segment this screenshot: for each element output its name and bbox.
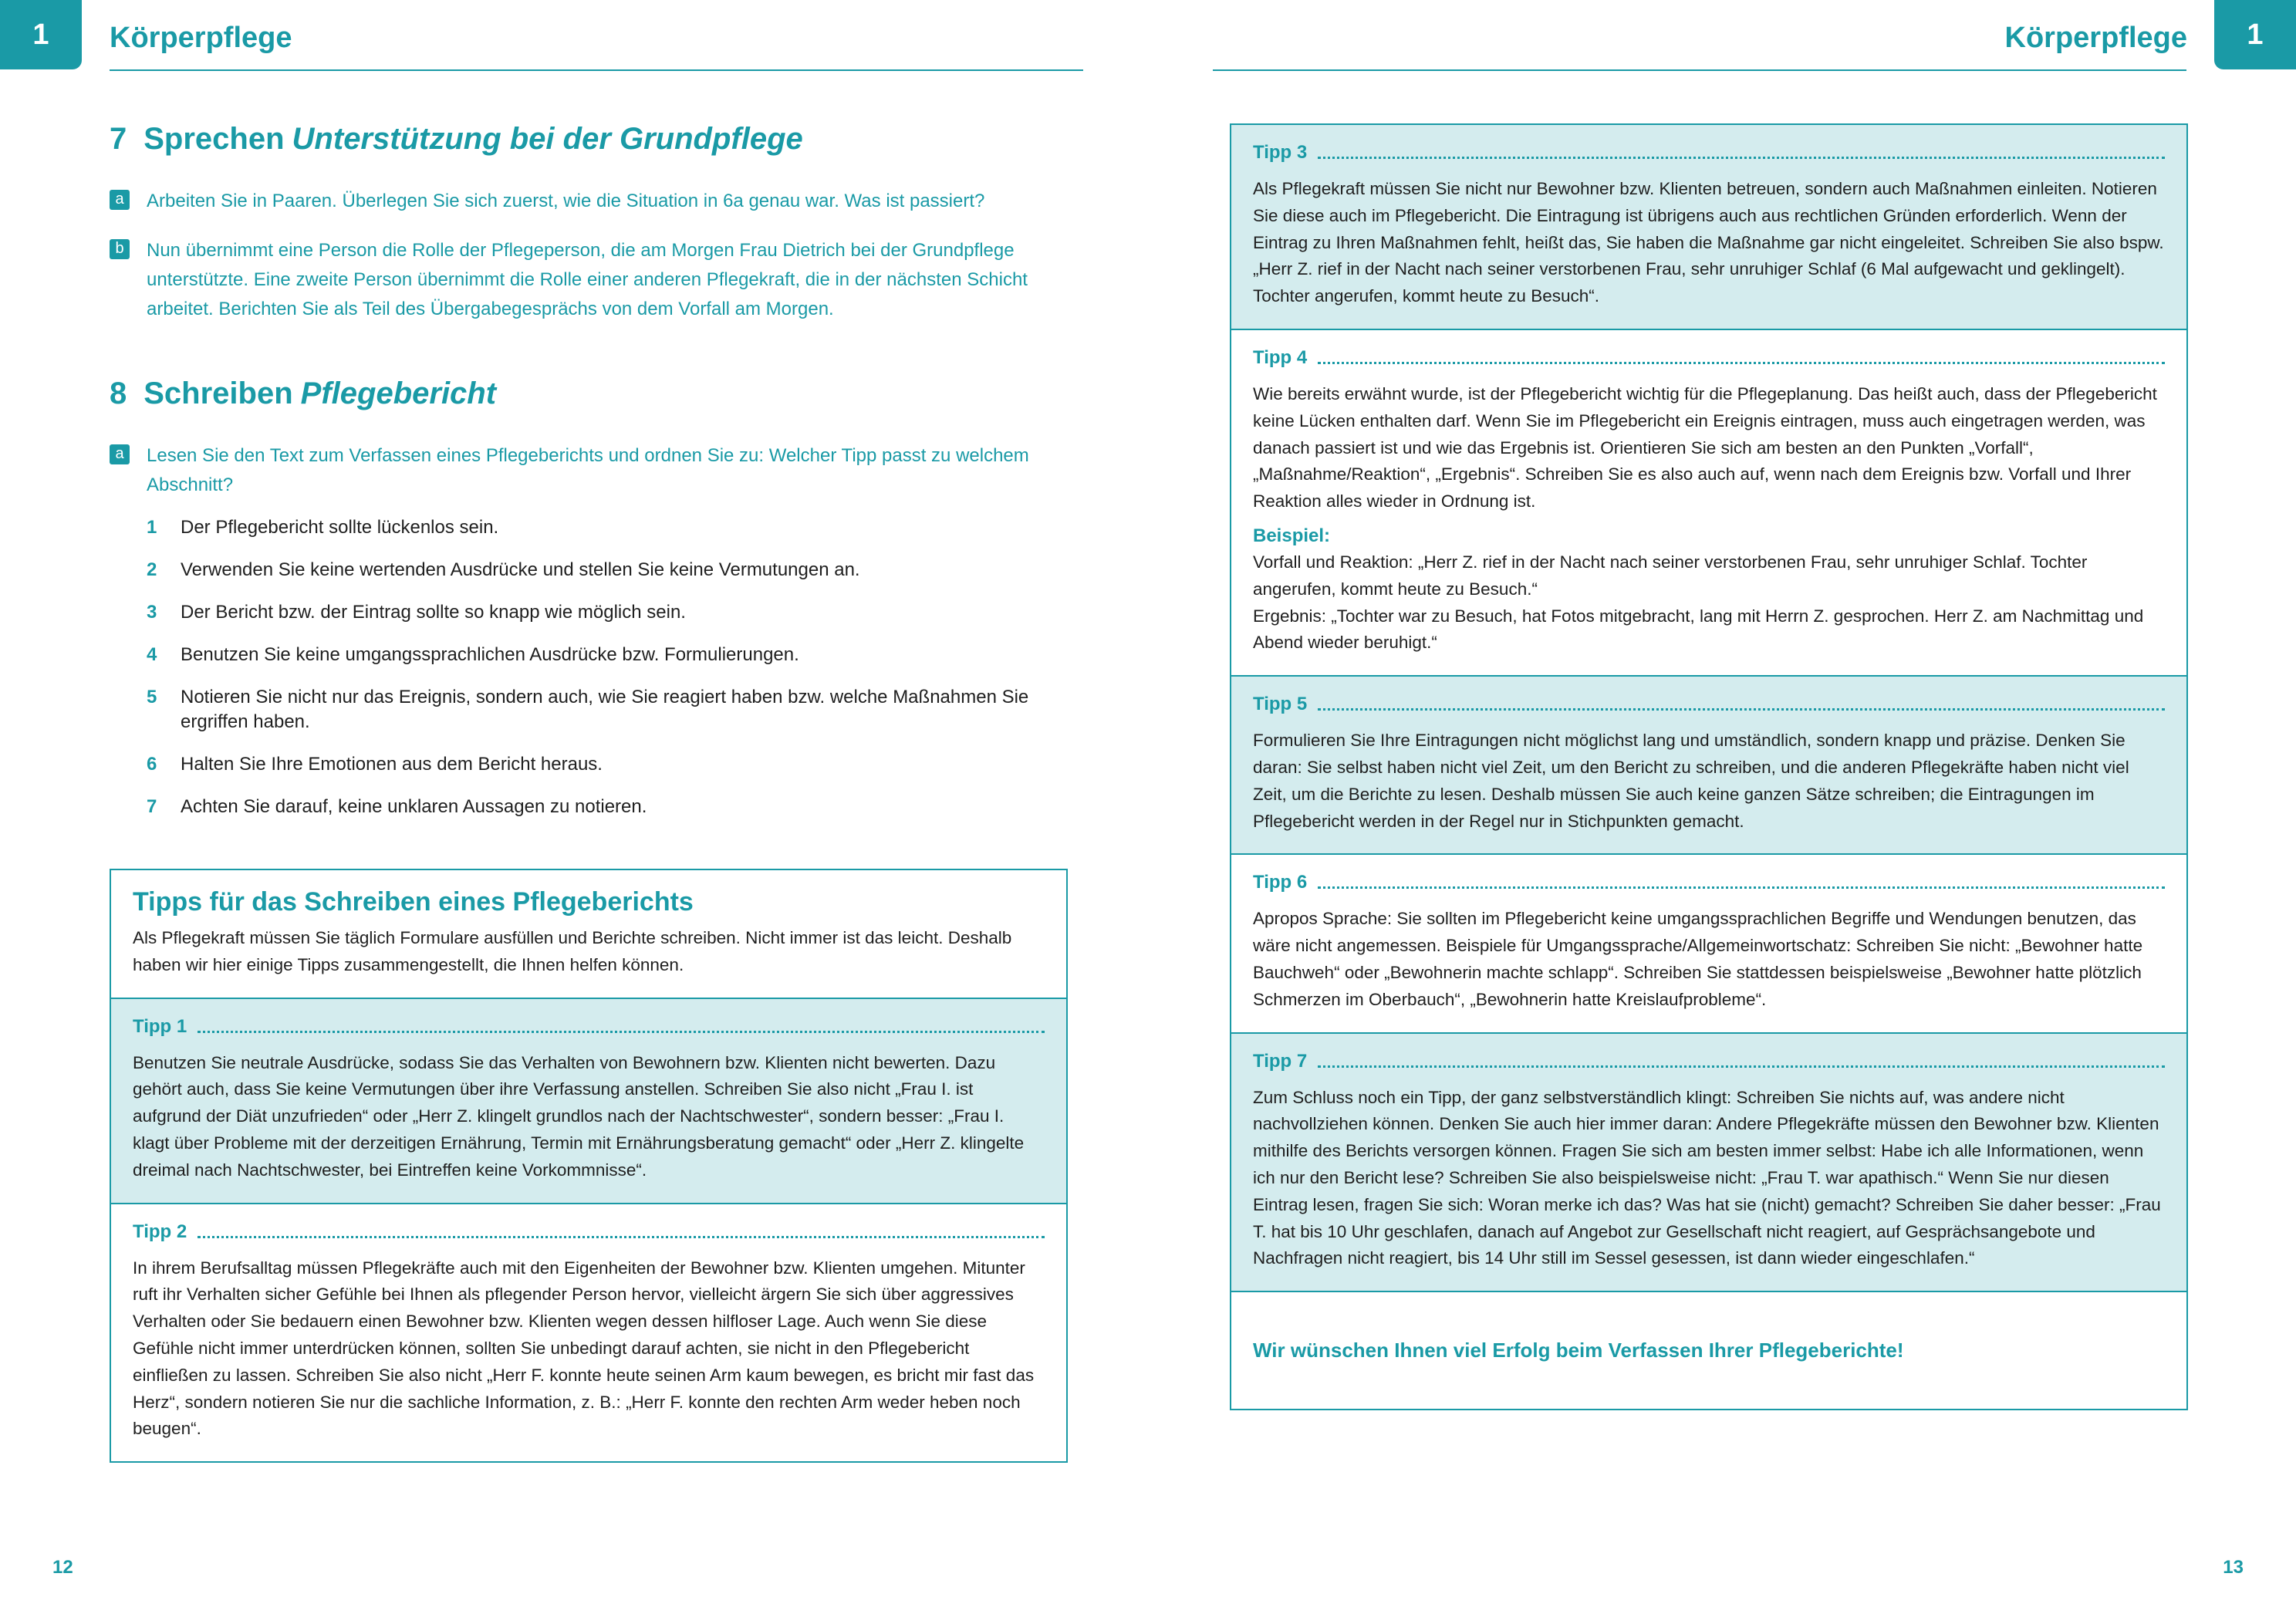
statement-item	[147, 795, 1072, 819]
task-7a	[110, 187, 1074, 216]
chapter-number: 1	[2247, 18, 2264, 51]
example-text: Vorfall und Reaktion: „Herr Z. rief in der Nacht nach seiner verstorbenen Frau, sehr unruhiger Schlaf. Tochter angerufen, kommt heute zu Besuch.“	[1253, 552, 2088, 599]
tipp-text: Als Pflegekraft müssen Sie nicht nur Bewohner bzw. Klienten betreuen, sondern auch Maßnahmen einleiten. Notieren Sie diese auch im Pflegebericht. Die Eintragung ist übrigens auch aus rechtlichen Gründen erforderlich. Wenn der Eintrag zu Ihren Maßnahmen fehlt, heißt das, Sie haben die Maßnahme gar nicht eingeleitet. Schreiben Sie also bspw. „Herr Z. rief in der Nacht nach seiner verstorbenen Frau, sehr unruhiger Schlaf (6 Mal aufgewacht und geklingelt). Tochter angerufen, kommt heute zu Besuch“.	[1253, 179, 2164, 306]
statement-item	[147, 643, 1072, 667]
statement-item	[147, 685, 1072, 734]
tipp-text: In ihrem Berufsalltag müssen Pflegekräfte auch mit den Eigenheiten der Bewohner bzw. Klienten umgehen. Mitunter ruft ihr Verhalten sicher Gefühle bei Ihnen als pflegender Person hervor, vielleicht ärgern Sie sich über aggressives Verhalten oder Sie bedauern einen Bewohner bzw. Klienten wegen dessen hilfloser Lage. Auch wenn Sie diese Gefühle nicht immer unterdrücken können, sollten Sie unbedingt darauf achten, sie nicht in den Pflegebericht einfließen zu lassen. Schreiben Sie also nicht „Herr F. konnte heute seinen Arm kaum bewegen, es bricht mir fast das Herz“, sondern notieren Sie nur die sachliche Information, z. B.: „Herr F. konnte den rechten Arm weder heben noch beugen“.	[133, 1258, 1035, 1439]
section-number: 7	[110, 122, 127, 156]
tips-intro	[111, 870, 1066, 998]
statement-text: Der Pflegebericht sollte lückenlos sein.	[181, 517, 499, 538]
tipp-label: Tipp 7	[1253, 1050, 1308, 1072]
tipp-5	[1231, 675, 2186, 853]
tipp-label: Tipp 4	[1253, 346, 1308, 368]
tipp-text: Formulieren Sie Ihre Eintragungen nicht möglichst lang und umständlich, sondern knapp und präzise. Denken Sie daran: Sie selbst haben nicht viel Zeit, um den Bericht zu schreiben, und die anderen Pflegekräfte haben nicht viel Zeit, um die Berichte zu lesen. Deshalb müssen Sie auch keine ganzen Sätze schreiben; die Eintragungen im Pflegebericht werden in der Regel nur in Stichpunkten gemacht.	[1253, 731, 2129, 831]
dotted-line	[1318, 1065, 2165, 1068]
closing-section	[1231, 1291, 2186, 1409]
statement-item	[147, 752, 1072, 777]
running-header-left: Körperpflege	[110, 22, 292, 54]
page-number-left: 12	[52, 1557, 73, 1578]
tipp-text: Zum Schluss noch ein Tipp, der ganz selbstverständlich klingt: Schreiben Sie nichts auf, was andere nicht nachvollziehen können. Denken Sie auch hier immer daran: Andere Pflegekräfte müssen den Bewohner bzw. Klienten mithilfe des Berichts versorgen können. Fragen Sie sich am besten immer selbst: Habe ich alle Informationen, wenn ich nur den Bericht lese? Schreiben Sie also beispielsweise nicht: „Frau T. war apathisch.“ Wenn Sie nur diesen Eintrag lesen, fragen Sie sich: Woran merke ich das? Was hat sie (nicht) gemacht? Schreiben Sie daher besser: „Frau T. hat bis 10 Uhr geschlafen, danach auf Angebot zur Gesellschaft nicht reagiert, auf Gesprächsangebote und Nachfragen nicht reagiert, bis 14 Uhr still im Sessel gesessen, ist dann wieder eingeschlafen.“	[1253, 1087, 2161, 1268]
chapter-tab-right	[2214, 0, 2296, 69]
example-label: Beispiel:	[1253, 525, 1331, 546]
statement-text: Verwenden Sie keine wertenden Ausdrücke und stellen Sie keine Vermutungen an.	[181, 559, 860, 580]
section-number: 8	[110, 376, 127, 410]
header-rule-left	[110, 69, 1083, 71]
statement-item	[147, 558, 1072, 582]
statement-list	[147, 515, 1072, 837]
tips-box-title: Tipps für das Schreiben eines Pflegeberichts	[133, 887, 694, 917]
task-text: Lesen Sie den Text zum Verfassen eines Pflegeberichts und ordnen Sie zu: Welcher Tipp passt zu welchem Abschnitt?	[147, 445, 1029, 495]
statement-number: 5	[147, 687, 157, 707]
statement-number: 1	[147, 517, 157, 538]
task-badge: b	[110, 239, 130, 259]
statement-text: Achten Sie darauf, keine unklaren Aussagen zu notieren.	[181, 796, 647, 817]
dotted-line	[1318, 157, 2165, 159]
statement-item	[147, 600, 1072, 625]
statement-number: 4	[147, 644, 157, 665]
section-subtitle: Unterstützung bei der Grundpflege	[292, 122, 803, 156]
tipp-text: Apropos Sprache: Sie sollten im Pflegebericht keine umgangssprachlichen Begriffe und Wendungen benutzen, das wäre nicht angemessen. Beispiele für Umgangssprache/Allgemeinwortschatz: Schreiben Sie nicht: „Bewohner hatte Bauchweh“ oder „Bewohnerin machte schlapp“. Schreiben Sie stattdessen beispielsweise „Bewohner hatte plötzlich Schmerzen im Oberbauch“, „Bewohnerin hatte Kreislaufprobleme“.	[1253, 909, 2143, 1009]
tipp-1	[111, 998, 1066, 1203]
header-rule-right	[1213, 69, 2186, 71]
tipp-3	[1231, 125, 2186, 329]
task-text: Arbeiten Sie in Paaren. Überlegen Sie sich zuerst, wie die Situation in 6a genau war. Was ist passiert?	[147, 191, 985, 211]
statement-number: 2	[147, 559, 157, 580]
section-subtitle: Pflegebericht	[300, 376, 497, 410]
dotted-line	[1318, 886, 2165, 889]
tipp-text: Wie bereits erwähnt wurde, ist der Pflegebericht wichtig für die Pflegeplanung. Das heißt auch, dass der Pflegebericht keine Lücken enthalten darf. Wenn Sie im Pflegebericht ein Ereignis eintragen, muss auch eingetragen werden, was danach passiert ist und wie das Ergebnis ist. Orientieren Sie sich am besten an den Punkten „Vorfall“, „Maßnahme/Reaktion“, „Ergebnis“. Schreiben Sie es also auch auf, wenn nach dem Ereignis bzw. Vorfall und Ihrer Reaktion alles wieder in Ordnung ist.	[1253, 383, 2157, 512]
tipp-label: Tipp 5	[1253, 694, 1308, 715]
tipp-text: Benutzen Sie neutrale Ausdrücke, sodass Sie das Verhalten von Bewohnern bzw. Klienten nicht bewerten. Dazu gehört auch, dass Sie keine Vermutungen über ihre Verfassung anstellen. Schreiben Sie also nicht „Frau I. ist aufgrund der Diät unzufrieden“ oder „Herr Z. klingelt grundlos nach der Nachtschwester“, sondern besser: „Frau I. klagt über Probleme mit der derzeitigen Ernährung, Termin mit Ernährungsberatung gemacht“ oder „Herr Z. klingelte dreimal nach Nachtschwester, bei Eintreffen keine Vorkommnisse“.	[133, 1052, 1025, 1180]
tipp-6	[1231, 853, 2186, 1031]
tipp-label: Tipp 1	[133, 1015, 187, 1037]
chapter-tab-left	[0, 0, 82, 69]
task-badge: a	[110, 444, 130, 464]
tipp-2	[111, 1203, 1066, 1462]
section-title: Schreiben	[144, 376, 293, 410]
tipp-label: Tipp 6	[1253, 872, 1308, 893]
task-7b	[110, 236, 1074, 324]
section-title: Sprechen	[144, 122, 285, 156]
dotted-line	[1318, 362, 2165, 364]
statement-number: 3	[147, 602, 157, 623]
statement-item	[147, 515, 1072, 540]
section-8-heading	[110, 376, 496, 411]
closing-text: Wir wünschen Ihnen viel Erfolg beim Verfassen Ihrer Pflegeberichte!	[1253, 1339, 1904, 1362]
task-text: Nun übernimmt eine Person die Rolle der Pflegeperson, die am Morgen Frau Dietrich bei der Grundpflege unterstützte. Eine zweite Person übernimmt die Rolle einer anderen Pflegekraft, die in der nächsten Schicht arbeitet. Berichten Sie als Teil des Übergabegesprächs von dem Vorfall am Morgen.	[147, 240, 1028, 319]
tipp-7	[1231, 1032, 2186, 1291]
statement-text: Benutzen Sie keine umgangssprachlichen Ausdrücke bzw. Formulierungen.	[181, 644, 799, 665]
tipp-label: Tipp 3	[1253, 142, 1308, 163]
tipp-label: Tipp 2	[133, 1221, 187, 1242]
dotted-line	[1318, 708, 2165, 711]
example-text: Ergebnis: „Tochter war zu Besuch, hat Fotos mitgebracht, lang mit Herrn Z. gesprochen. Herr Z. am Nachmittag und Abend wieder beruhigt.“	[1253, 606, 2144, 653]
tips-box-right	[1230, 123, 2188, 1410]
dotted-line	[198, 1031, 1045, 1033]
dotted-line	[198, 1236, 1045, 1238]
chapter-number: 1	[32, 18, 49, 51]
statement-text: Halten Sie Ihre Emotionen aus dem Bericht heraus.	[181, 754, 603, 775]
statement-text: Der Bericht bzw. der Eintrag sollte so knapp wie möglich sein.	[181, 602, 686, 623]
tipp-4	[1231, 329, 2186, 675]
statement-number: 6	[147, 754, 157, 775]
section-7-heading	[110, 122, 803, 157]
statement-text: Notieren Sie nicht nur das Ereignis, sondern auch, wie Sie reagiert haben bzw. welche Maßnahmen Sie ergriffen haben.	[181, 687, 1029, 732]
page-number-right: 13	[2223, 1557, 2244, 1578]
tips-intro-text: Als Pflegekraft müssen Sie täglich Formulare ausfüllen und Berichte schreiben. Nicht immer ist das leicht. Deshalb haben wir hier einige Tipps zusammengestellt, die Ihnen helfen können.	[133, 928, 1012, 974]
tips-box-left	[110, 869, 1068, 1463]
task-8a	[110, 441, 1074, 500]
task-badge: a	[110, 190, 130, 210]
statement-number: 7	[147, 796, 157, 817]
running-header-right: Körperpflege	[2004, 22, 2187, 54]
